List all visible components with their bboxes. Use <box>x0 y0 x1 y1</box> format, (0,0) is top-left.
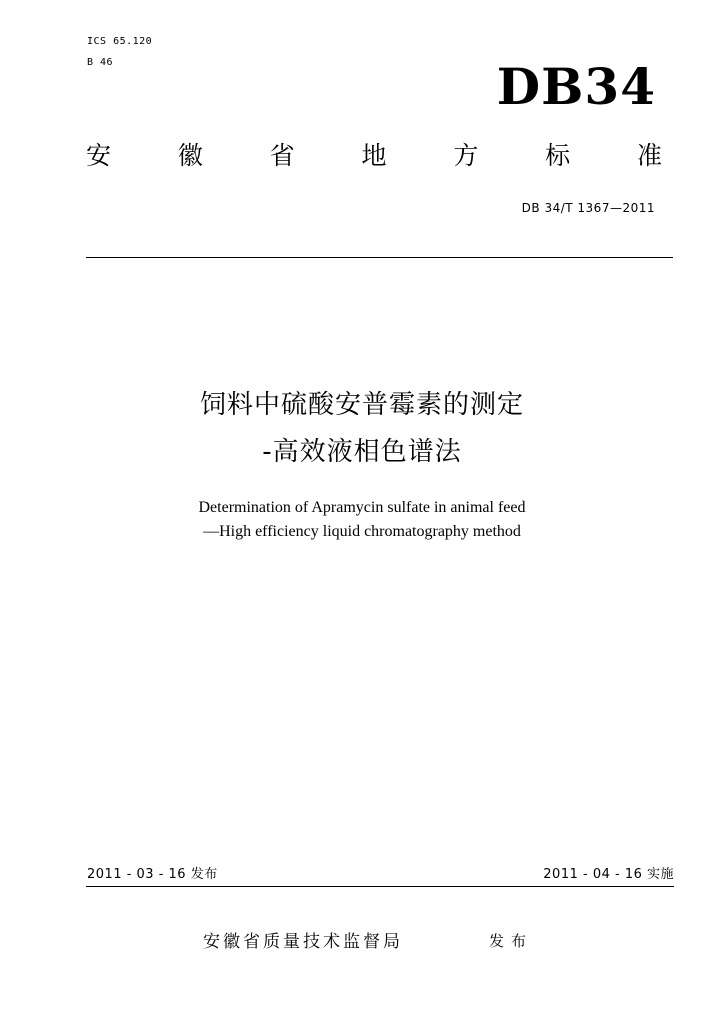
issue-label: 发布 <box>489 932 534 950</box>
issue-date: 2011 - 03 - 16 发布 <box>87 867 218 882</box>
standard-type-heading <box>86 143 662 168</box>
standard-number: DB 34/T 1367—2011 <box>521 201 655 215</box>
standard-type-char: 安 <box>86 141 112 170</box>
implementation-date: 2011 - 04 - 16 实施 <box>543 867 674 882</box>
standard-type-char: 准 <box>636 141 662 170</box>
standard-type-char: 徽 <box>177 141 203 170</box>
chinese-title-line-2: -高效液相色谱法 <box>262 437 462 467</box>
english-title-line-2: —High efficiency liquid chromatography method <box>203 523 521 540</box>
english-title-line-1: Determination of Apramycin sulfate in animal feed <box>198 499 526 516</box>
ccs-code: B 46 <box>87 57 114 68</box>
issuing-authority: 安徽省质量技术监督局 <box>203 932 403 952</box>
standard-type-char: 省 <box>269 141 295 170</box>
standard-type-char: 方 <box>453 141 479 170</box>
chinese-title-line-1: 饲料中硫酸安普霉素的测定 <box>199 390 524 420</box>
bottom-divider <box>86 886 674 887</box>
top-divider <box>86 257 673 258</box>
standard-type-char: 标 <box>545 141 571 170</box>
ics-code: ICS 65.120 <box>87 36 153 47</box>
standard-type-char: 地 <box>361 141 387 170</box>
standard-logo-db34: DB34 <box>496 57 656 116</box>
